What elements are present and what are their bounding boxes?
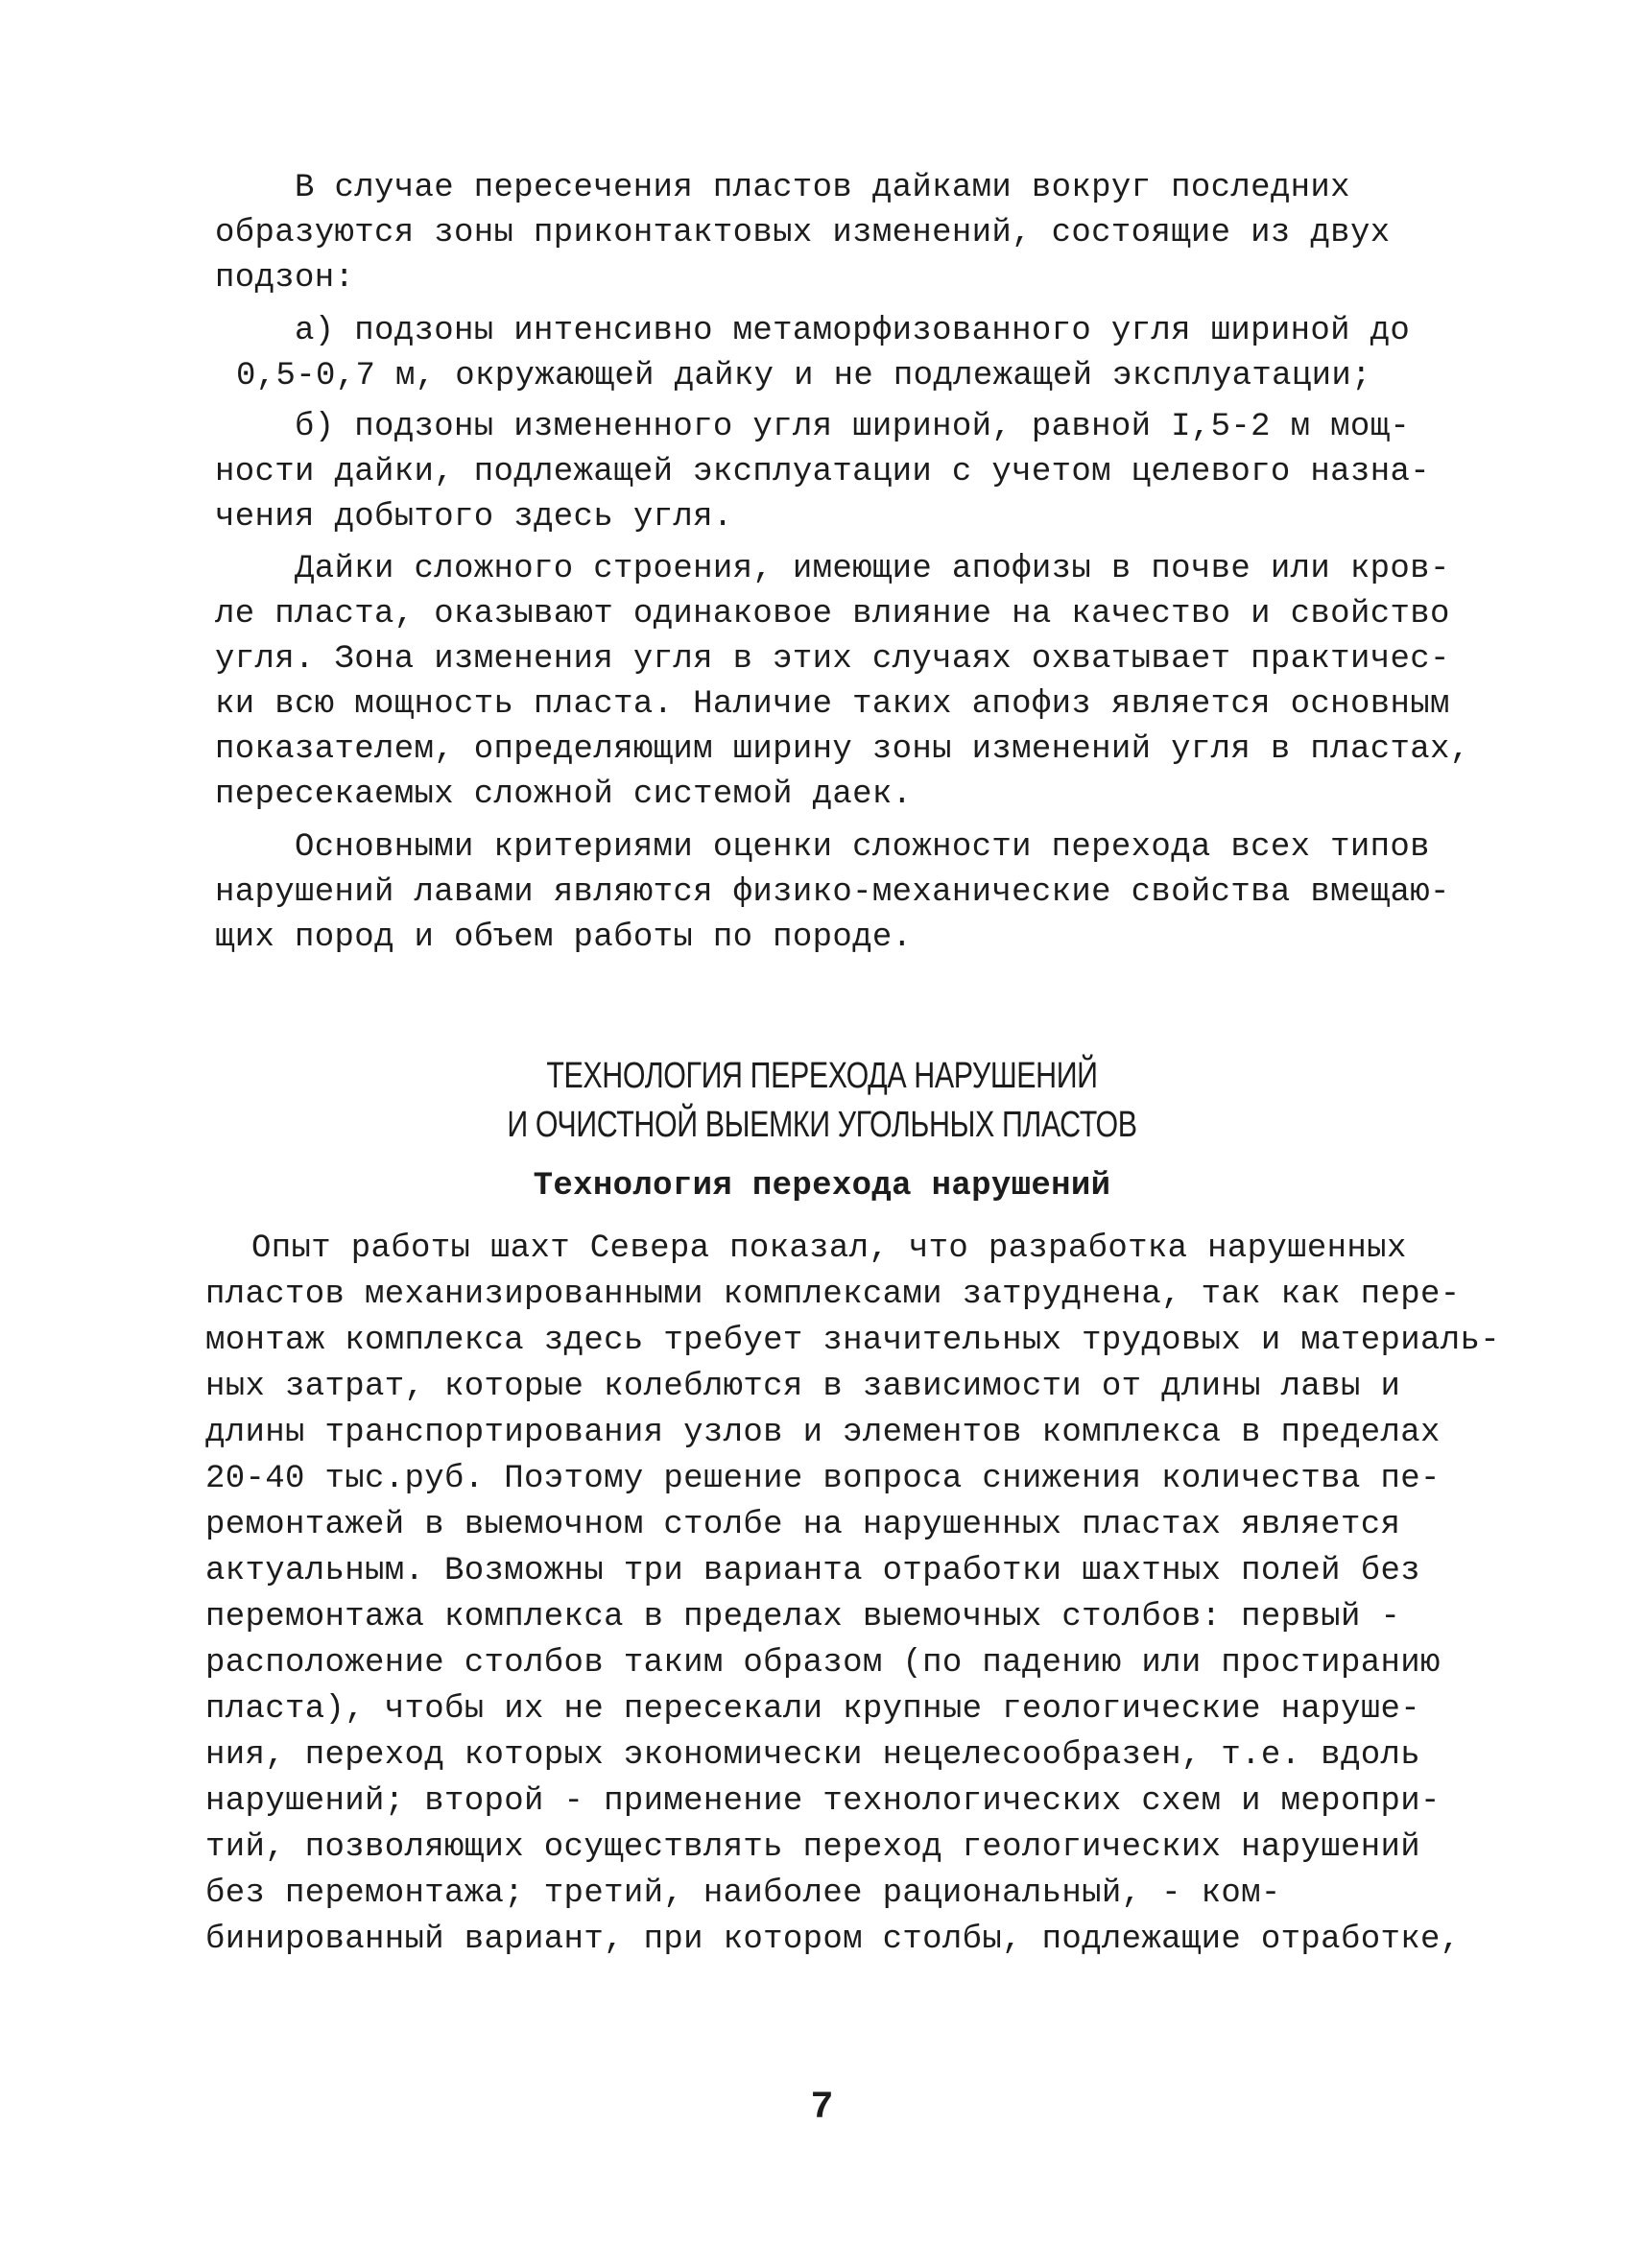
section-subheading: Технология перехода нарушений — [533, 1168, 1111, 1205]
list-item-b: б) подзоны измененного угля шириной, равной I,5-2 м мощ- — [295, 409, 1411, 445]
text-line: пластов механизированными комплексами затруднена, так как пере- — [205, 1277, 1461, 1313]
text-line: тий, позволяющих осуществлять переход геологических нарушений — [205, 1829, 1420, 1866]
text-line: расположение столбов таким образом (по падению или простиранию — [205, 1645, 1441, 1682]
text-line: нарушений; второй - применение технологических схем и меропри- — [205, 1783, 1441, 1820]
section-heading-line-2: И ОЧИСТНОЙ ВЫЕМКИ УГОЛЬНЫХ ПЛАСТОВ — [507, 1105, 1137, 1145]
text-line: подзон: — [215, 260, 355, 297]
text-line: ремонтажей в выемочном столбе на нарушенных пластах является — [205, 1507, 1401, 1543]
text-line: В случае пересечения пластов дайками вокруг последних — [295, 170, 1350, 206]
text-line: ния, переход которых экономически нецелесообразен, т.е. вдоль — [205, 1737, 1420, 1774]
text-line: щих пород и объем работы по породе. — [215, 919, 913, 956]
text-line: перемонтажа комплекса в пределах выемочных столбов: первый - — [205, 1599, 1401, 1635]
text-line: образуются зоны приконтактовых изменений, состоящие из двух — [215, 215, 1391, 251]
page-number: 7 — [810, 2087, 834, 2130]
text-line: Дайки сложного строения, имеющие апофизы в почве или кров- — [295, 551, 1450, 587]
text-line: монтаж комплекса здесь требует значительных трудовых и материаль- — [205, 1323, 1500, 1359]
text-line: нарушений лавами являются физико-механические свойства вмещаю- — [215, 874, 1450, 911]
text-line: пересекаемых сложной системой даек. — [215, 776, 913, 813]
text-line: ле пласта, оказывают одинаковое влияние на качество и свойство — [215, 596, 1450, 633]
text-line: Основными критериями оценки сложности перехода всех типов — [295, 829, 1430, 866]
text-line: чения добытого здесь угля. — [215, 499, 733, 536]
text-line: длины транспортирования узлов и элементов комплекса в пределах — [205, 1415, 1441, 1451]
text-line: Опыт работы шахт Севера показал, что разработка нарушенных — [251, 1230, 1407, 1267]
text-line: актуальным. Возможны три варианта отработки шахтных полей без — [205, 1553, 1420, 1589]
list-item-a: а) подзоны интенсивно метаморфизованного угля шириной до — [295, 313, 1411, 349]
text-line: пласта), чтобы их не пересекали крупные геологические наруше- — [205, 1691, 1420, 1728]
text-line: ности дайки, подлежащей эксплуатации с учетом целевого назна- — [215, 454, 1430, 490]
text-line: бинированный вариант, при котором столбы, подлежащие отработке, — [205, 1922, 1461, 1958]
text-line: ных затрат, которые колеблются в зависимости от длины лавы и — [205, 1369, 1401, 1405]
text-line: ки всю мощность пласта. Наличие таких апофиз является основным — [215, 686, 1450, 723]
text-line: 20-40 тыс.руб. Поэтому решение вопроса снижения количества пе- — [205, 1461, 1441, 1497]
section-heading-line-1: ТЕХНОЛОГИЯ ПЕРЕХОДА НАРУШЕНИЙ — [546, 1056, 1098, 1096]
text-line: 0,5-0,7 м, окружающей дайку и не подлежащей эксплуатации; — [236, 358, 1371, 394]
text-line: без перемонтажа; третий, наиболее рациональный, - ком- — [205, 1875, 1281, 1912]
text-line: показателем, определяющим ширину зоны изменений угля в пластах, — [215, 731, 1470, 768]
text-line: угля. Зона изменения угля в этих случаях охватывает практичес- — [215, 641, 1450, 678]
